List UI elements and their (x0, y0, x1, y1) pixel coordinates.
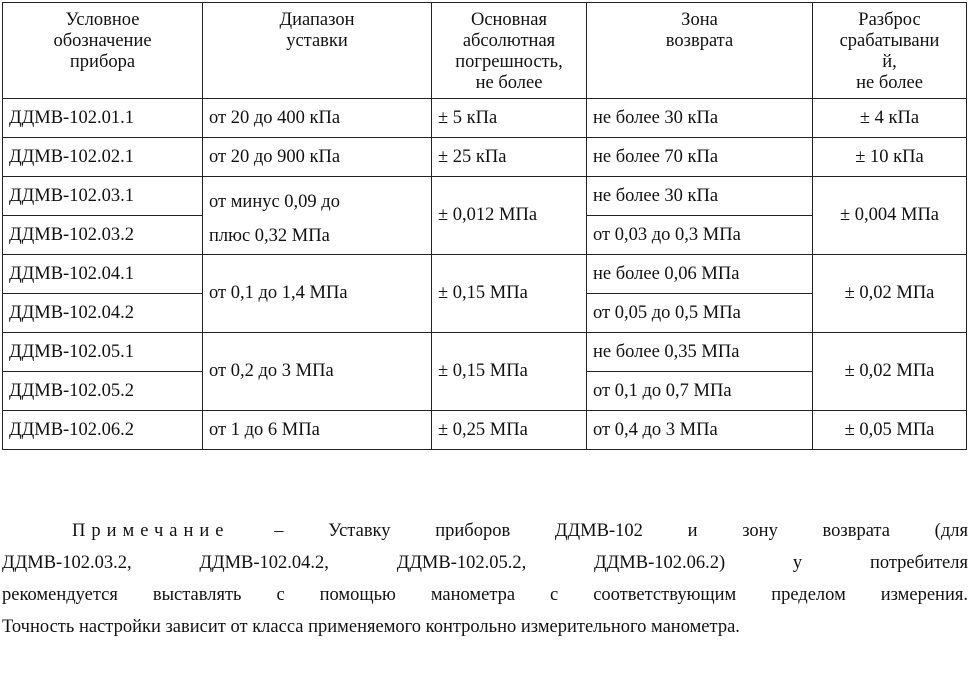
spread-cell: ± 0,004 МПа (813, 177, 967, 255)
table-row (3, 411, 967, 450)
header-error: Основная абсолютная погрешность, не более (432, 3, 587, 99)
device-cell: ДДМВ-102.06.2 (3, 411, 203, 450)
return-zone-cell: от 0,03 до 0,3 МПа (587, 216, 813, 255)
header-spread: Разброс срабатывани й, не более (813, 3, 967, 99)
table-row (3, 333, 967, 372)
header-return-zone: Зона возврата (587, 3, 813, 99)
device-cell: ДДМВ-102.05.1 (3, 333, 203, 372)
return-zone-cell: не более 0,06 МПа (587, 255, 813, 294)
spread-cell: ± 0,02 МПа (813, 333, 967, 411)
note-paragraph (2, 515, 968, 643)
range-line-2: плюс 0,32 МПа (209, 226, 330, 246)
device-cell: ДДМВ-102.04.2 (3, 294, 203, 333)
spread-cell: ± 0,02 МПа (813, 255, 967, 333)
error-cell: ± 25 кПа (432, 138, 587, 177)
note-line-3: рекомендуется выставлять с помощью манометра с соответствующим пределом измерения. (2, 585, 968, 605)
range-cell: от 0,1 до 1,4 МПа (203, 255, 432, 333)
error-cell: ± 0,012 МПа (432, 177, 587, 255)
range-cell: от 20 до 900 кПа (203, 138, 432, 177)
error-cell: ± 0,25 МПа (432, 411, 587, 450)
spread-cell: ± 0,05 МПа (813, 411, 967, 450)
range-cell: от 0,2 до 3 МПа (203, 333, 432, 411)
device-cell: ДДМВ-102.04.1 (3, 255, 203, 294)
error-cell: ± 5 кПа (432, 99, 587, 138)
header-row (3, 3, 967, 99)
spread-cell: ± 10 кПа (813, 138, 967, 177)
error-cell: ± 0,15 МПа (432, 255, 587, 333)
error-cell: ± 0,15 МПа (432, 333, 587, 411)
device-cell: ДДМВ-102.03.2 (3, 216, 203, 255)
table-row (3, 255, 967, 294)
table-row (3, 99, 967, 138)
range-cell (203, 177, 432, 255)
return-zone-cell: от 0,05 до 0,5 МПа (587, 294, 813, 333)
spread-cell: ± 4 кПа (813, 99, 967, 138)
header-range: Диапазон уставки (203, 3, 432, 99)
header-device: Условное обозначение прибора (3, 3, 203, 99)
spec-table (2, 2, 967, 450)
return-zone-cell: не более 30 кПа (587, 99, 813, 138)
note-line-1: Примечание – Уставку приборов ДДМВ-102 и зону возврата (для (72, 521, 968, 541)
return-zone-cell: не более 30 кПа (587, 177, 813, 216)
device-cell: ДДМВ-102.01.1 (3, 99, 203, 138)
note-label: Примечание (72, 521, 230, 541)
range-line-1: от минус 0,09 до (209, 192, 340, 212)
device-cell: ДДМВ-102.05.2 (3, 372, 203, 411)
device-cell: ДДМВ-102.03.1 (3, 177, 203, 216)
return-zone-cell: от 0,4 до 3 МПа (587, 411, 813, 450)
range-cell: от 1 до 6 МПа (203, 411, 432, 450)
note-line-4: Точность настройки зависит от класса применяемого контрольно измерительного манометра. (2, 617, 740, 637)
note-line-2: ДДМВ-102.03.2, ДДМВ-102.04.2, ДДМВ-102.05.2, ДДМВ-102.06.2) у потребителя (2, 553, 968, 573)
return-zone-cell: не более 0,35 МПа (587, 333, 813, 372)
return-zone-cell: не более 70 кПа (587, 138, 813, 177)
range-cell: от 20 до 400 кПа (203, 99, 432, 138)
return-zone-cell: от 0,1 до 0,7 МПа (587, 372, 813, 411)
table-row (3, 177, 967, 216)
table-row (3, 138, 967, 177)
device-cell: ДДМВ-102.02.1 (3, 138, 203, 177)
